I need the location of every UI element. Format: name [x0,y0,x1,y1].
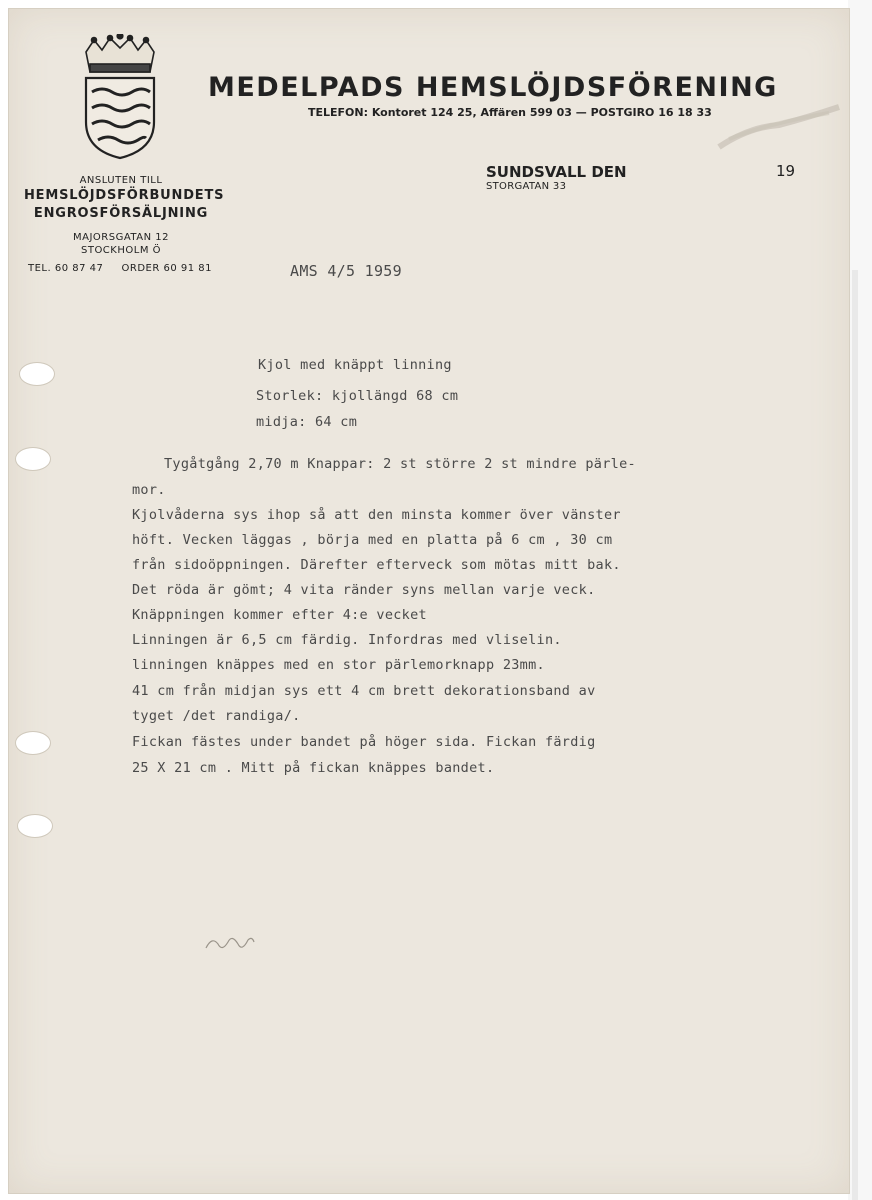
heading-size: Storlek: kjollängd 68 cm [256,388,459,404]
body-line: Det röda är gömt; 4 vita ränder syns mellan varje veck. [132,582,596,598]
affiliation-line2: ENGROSFÖRSÄLJNING [33,206,209,221]
pencil-mark [202,930,258,958]
street-line: STORGATAN 33 [486,181,567,192]
body-line: höft. Vecken läggas , börja med en platta på 6 cm , 30 cm [132,532,613,548]
body-line: Fickan fästes under bandet på höger sida. Fickan färdig [132,734,596,750]
punch-hole [17,814,53,838]
heading-waist: midja: 64 cm [256,414,358,430]
punch-hole [15,447,51,471]
year-field: 19 [776,162,796,180]
body-line: mor. [132,482,166,498]
heading-title: Kjol med knäppt linning [258,357,452,373]
punch-hole [15,731,51,755]
body-line: Kjolvåderna sys ihop så att den minsta kommer över vänster [132,507,621,523]
affiliation-order: ORDER 60 91 81 [121,263,212,274]
city-line: SUNDSVALL DEN [486,163,627,181]
body-line: Tygåtgång 2,70 m Knappar: 2 st större 2 st mindre pärle- [164,456,636,472]
body-line: Knäppningen kommer efter 4:e vecket [132,607,427,623]
body-line: 25 X 21 cm . Mitt på fickan knäppes bandet. [132,760,495,776]
affiliation-street: MAJORSGATAN 12 [73,232,169,243]
body-line: Linningen är 6,5 cm färdig. Infordras med vliselin. [132,632,562,648]
affiliation-intro: ANSLUTEN TILL [79,175,163,186]
body-line: 41 cm från midjan sys ett 4 cm brett dekorationsband av [132,683,596,699]
scan-edge-strip [852,270,858,1200]
body-line: linningen knäppes med en stor pärlemorknapp 23mm. [132,657,545,673]
affiliation-city: STOCKHOLM Ö [80,245,161,256]
contact-line: TELEFON: Kontoret 124 25, Affären 599 03 — POSTGIRO 16 18 33 [308,106,712,119]
punch-hole [19,362,55,386]
organization-name: MEDELPADS HEMSLÖJDSFÖRENING [208,72,778,103]
body-line: från sidoöppningen. Därefter efterveck som mötas mitt bak. [132,557,621,573]
affiliation-line1: HEMSLÖJDSFÖRBUNDETS [24,188,225,203]
reference-line: AMS 4/5 1959 [290,262,402,280]
body-line: tyget /det randiga/. [132,708,301,724]
affiliation-block [24,174,225,274]
affiliation-phones [24,263,218,274]
coat-of-arms-icon [80,34,160,162]
affiliation-tel: TEL. 60 87 47 [28,263,104,274]
